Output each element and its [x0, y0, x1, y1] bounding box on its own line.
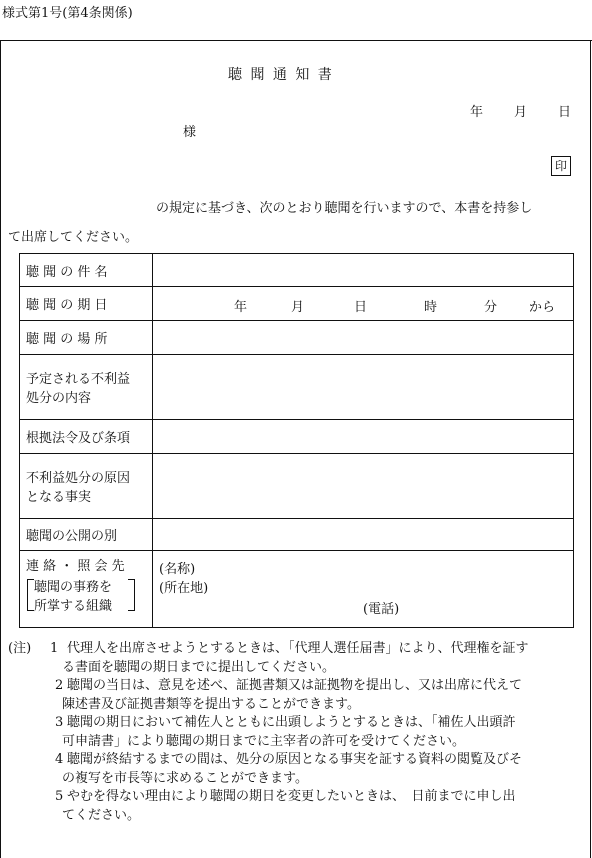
- label-hearing-date: 聴 聞 の 期 日: [20, 287, 153, 321]
- label-hearing-place: 聴 聞 の 場 所: [20, 321, 153, 355]
- contact-name: (名称): [159, 562, 196, 577]
- dt-year: 年: [234, 299, 248, 315]
- note-text-line-2: る書面を聴聞の期日までに提出してください。: [62, 659, 336, 675]
- note-text-line-1: 代理人を出席させようとするときは、「代理人選任届書」により、代理権を証す: [67, 641, 529, 656]
- label-contact-line-3: 所掌する組織: [34, 599, 113, 614]
- value-public-status: [153, 519, 574, 551]
- dt-day: 日: [354, 299, 368, 315]
- hearing-details-table: [19, 253, 574, 628]
- label-contact-line-2: 聴聞の事務を: [34, 580, 113, 595]
- note-3: [50, 714, 588, 751]
- note-1: [50, 640, 588, 677]
- value-hearing-date: [153, 287, 574, 321]
- intro-line-2: て出席してください。: [8, 230, 139, 245]
- label-public-status: 聴聞の公開の別: [20, 519, 153, 551]
- intro-line-1: の規定に基づき、次のとおり聴聞を行いますので、本書を持参し: [156, 201, 533, 216]
- note-number: 5: [55, 789, 64, 804]
- dt-hour: 時: [424, 299, 438, 315]
- form-number: 様式第1号(第4条関係): [2, 6, 133, 21]
- row-public-status: [20, 519, 574, 551]
- note-text-line-1: やむを得ない理由により聴聞の期日を変更したいときは、 日前までに申し出: [67, 789, 516, 804]
- note-text-line-2: 可申請書」により聴聞の期日までに主宰者の許可を受けてください。: [62, 733, 466, 749]
- value-disposition: [153, 355, 574, 420]
- row-contact: [20, 551, 574, 628]
- date-year: 年: [470, 105, 484, 120]
- value-hearing-place: [153, 321, 574, 355]
- notes-section: [8, 640, 588, 825]
- contact-address: (所在地): [159, 581, 209, 596]
- label-contact-line-1: 連 絡 ・ 照 会 先: [26, 559, 125, 574]
- note-text-line-1: 聴聞の当日は、意見を述べ、証拠書類又は証拠物を提出し、又は出席に代えて: [67, 678, 523, 693]
- notes-label: (注): [8, 641, 32, 656]
- date-month: 月: [514, 105, 528, 120]
- label-cause-line-1: 不利益処分の原因: [26, 471, 131, 486]
- note-number: 4: [55, 752, 64, 767]
- note-number: 2: [55, 678, 64, 693]
- row-hearing-date: [20, 287, 574, 321]
- frame-left-edge: [0, 40, 1, 858]
- label-contact: [20, 551, 153, 628]
- note-text-line-2: てください。: [62, 807, 141, 823]
- label-legal-basis: 根拠法令及び条項: [20, 420, 153, 454]
- note-5: [50, 788, 588, 825]
- note-text-line-2: の複写を市長等に求めることができます。: [62, 770, 308, 786]
- addressee-suffix: 様: [183, 125, 197, 140]
- contact-phone: (電話): [363, 602, 400, 617]
- row-case-name: [20, 254, 574, 287]
- dt-minute: 分: [484, 299, 498, 315]
- label-disposition-line-2: 処分の内容: [26, 391, 92, 406]
- note-text-line-1: 聴聞の期日において補佐人とともに出頭しようとするときは、「補佐人出頭許: [67, 715, 516, 730]
- label-cause-line-2: となる事実: [26, 490, 92, 505]
- value-case-name: [153, 254, 574, 287]
- seal-mark: 印: [551, 156, 571, 176]
- note-text-line-1: 聴聞が終結するまでの間は、処分の原因となる事実を証する資料の閲覧及びそ: [67, 752, 523, 767]
- dt-from: から: [529, 299, 556, 315]
- bracket-right: [128, 579, 135, 611]
- value-cause: [153, 454, 574, 519]
- frame-right-edge: [590, 40, 591, 858]
- row-disposition: [20, 355, 574, 420]
- label-cause: [20, 454, 153, 519]
- note-number: 1: [50, 641, 59, 656]
- label-disposition: [20, 355, 153, 420]
- bracket-left: [27, 579, 34, 611]
- row-legal-basis: [20, 420, 574, 454]
- row-cause: [20, 454, 574, 519]
- value-contact: [153, 551, 574, 628]
- label-disposition-line-1: 予定される不利益: [26, 372, 131, 387]
- note-4: [50, 751, 588, 788]
- value-legal-basis: [153, 420, 574, 454]
- row-hearing-place: [20, 321, 574, 355]
- document-title: 聴 聞 通 知 書: [228, 67, 334, 83]
- note-number: 3: [55, 715, 64, 730]
- note-2: [50, 677, 588, 714]
- date-day: 日: [558, 105, 572, 120]
- label-case-name: 聴 聞 の 件 名: [20, 254, 153, 287]
- dt-month: 月: [291, 299, 305, 315]
- note-text-line-2: 陳述書及び証拠書類等を提出することができます。: [62, 696, 360, 712]
